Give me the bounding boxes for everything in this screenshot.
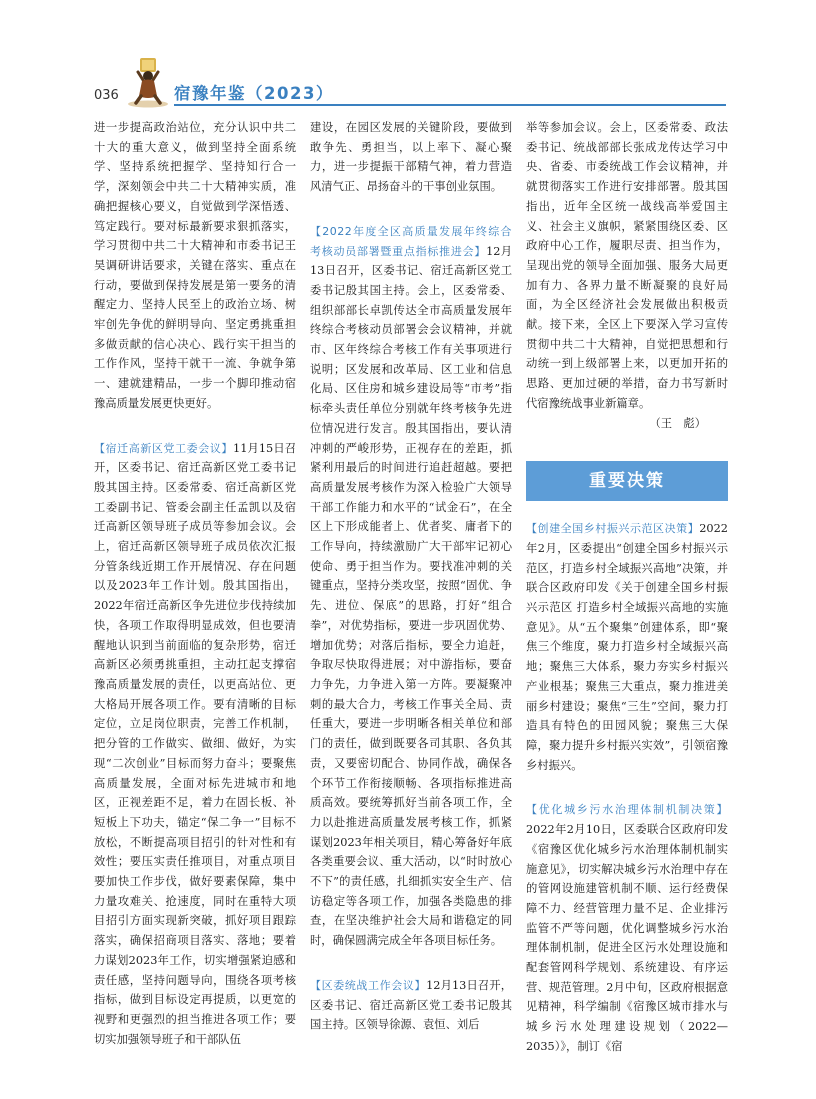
entry-title: 【宿迁高新区党工委会议】 <box>94 441 234 455</box>
entry-body: 2022年2月，区委提出“创建全国乡村振兴示范区，打造乡村全域振兴高地”决策，并联合区政府印发《关于创建全国乡村振兴示范区 打造乡村全域振兴高地的实施意见》。从“五个聚集”创建体系，即“聚焦三个维度，聚力打造乡村全域振兴高地；聚焦三大体系，聚力夯实乡村振兴产业根基；聚焦三大重点，聚力推进美丽乡村建设；聚焦“三生”空间，聚力打造具有特色的田园风貌；聚焦三大保障，聚力提升乡村振兴实效”，引领宿豫乡村振兴。 <box>526 522 728 772</box>
entry-rural-revitalization-decision <box>526 519 728 775</box>
entry-sewage-decision <box>526 800 728 1056</box>
entry-body: 2022年2月10日，区委联合区政府印发《宿豫区优化城乡污水治理体制机制实施意见》，切实解决城乡污水治理中存在的管网设施建管机制不顺、运行经费保障不力、经营管理力量不足、企业排污监管不严等问题，优化调整城乡污水治理体制机制，促进全区污水处理设施和配套管网科学规划、系统建设、有序运营、规范管理。2月中旬，区政府根据意见精神，科学编制《宿豫区城市排水与城乡污水处理建设规划（2022—2035）》，制订《宿 <box>526 823 728 1053</box>
author-credit: （王 彪） <box>649 416 706 430</box>
entry-united-front-meeting <box>310 976 512 1035</box>
column-middle <box>310 118 512 1035</box>
paragraph: 进一步提高政治站位，充分认识中共二十大的重大意义，做到坚持全面系统学、坚持系统把握学、坚持知行合一学，深刻领会中共二十大精神实质，准确把握核心要义，自觉做到学深悟透、笃定践行。要对标最新要求狠抓落实，学习贯彻中共二十大精神和市委书记王昊调研讲话要求，关键在落实、重点在行动，要做到保持发展是第一要务的清醒定力、坚持人民至上的政治立场、树牢创先争优的鲜明导向、坚定勇挑重担多做贡献的信心决心、践行实干担当的工作作风，坚持干就干一流、争就争第一、建就建精品，一步一个脚印推动宿豫高质量发展更快更好。 <box>94 121 296 410</box>
paragraph: 建设，在园区发展的关键阶段，要做到敢争先、勇担当，以上率下、凝心聚力，进一步提振干部精气神，着力营造风清气正、昂扬奋斗的干事创业氛围。 <box>310 121 512 194</box>
entry-assessment-meeting <box>310 222 512 951</box>
entry-title: 【区委统战工作会议】 <box>310 978 427 992</box>
section-heading: 重要决策 <box>526 461 728 501</box>
spacer <box>526 775 728 800</box>
entry-high-tech-zone-meeting <box>94 439 296 1050</box>
column-left <box>94 118 296 1049</box>
entry-title: 【优化城乡污水治理体制机制决策】 <box>526 803 728 817</box>
spacer <box>94 414 296 439</box>
page-header <box>0 0 816 110</box>
paragraph: 举等参加会议。会上，区委常委、政法委书记、统战部部长张成龙传达学习中央、省委、市委统战工作会议精神，并就贯彻落实工作进行安排部署。殷其国指出，近年全区统一战线高举爱国主义、社会主义旗帜，紧紧围绕区委、区政府中心工作，履职尽责、担当作为，呈现出党的领导全面加强、服务大局更加有力、各界力量不断凝聚的良好局面，为全区经济社会发展做出积极贡献。接下来，全区上下要深入学习宣传贯彻中共二十大精神，自觉把思想和行动统一到上级部署上来，以更加开拓的思路、更加过硬的举措，奋力书写新时代宿豫统战事业新篇章。 <box>526 121 728 410</box>
page-number: 036 <box>94 88 119 103</box>
yearbook-figure-logo <box>124 54 172 108</box>
spacer <box>310 951 512 976</box>
spacer <box>310 197 512 222</box>
book-title: 宿豫年鉴（2023） <box>174 84 334 103</box>
entry-body: 12月13日召开，区委书记、宿迁高新区党工委书记殷其国主持。会上，区委常委、组织部部长卓凯传达全市高质量发展年终综合考核动员部署会会议精神，并就市、区年终综合考核工作有关事项进行说明；区发展和改革局、区工业和信息化局、区住房和城乡建设局等“市考”指标牵头责任单位分别就年终考核争先进位情况进行发言。殷其国指出，要认清冲刺的严峻形势，正视存在的差距，抓紧利用最后的时间进行追赶超越。要把高质量发展考核作为深入检验广大领导干部工作能力和水平的“试金石”，在全区上下形成能者上、优者奖、庸者下的工作导向，持续激励广大干部牢记初心使命、勇于担当作为。要找准冲刺的关键重点，坚持分类攻坚，按照“固优、争先、进位、保底”的思路，打好“组合拳”，对优势指标，要进一步巩固优势、增加优势；对落后指标，要全力追赶，争取尽快取得进展；对中游指标，要奋力争先，力争进入第一方阵。要凝聚冲刺的最大合力，考核工作事关全局、责任重大，要进一步明晰各相关单位和部门的责任，做到既要各司其职、各负其责，又要密切配合、协同作战，确保各个环节工作衔接顺畅、各项指标推进高质高效。要统筹抓好当前各项工作，全力以赴推进高质量发展考核工作，抓紧谋划2023年相关项目，精心筹备好年底各类重要会议、重大活动，以“时时放心不下”的责任感，扎细抓实安全生产、信访稳定等各项工作，加强各类隐患的排查，在坚决维护社会大局和谐稳定的同时，确保圆满完成全年各项目标任务。 <box>310 244 513 948</box>
entry-title: 【创建全国乡村振兴示范区决策】 <box>526 522 700 536</box>
column-right <box>526 118 728 1057</box>
entry-body: 11月15日召开，区委书记、宿迁高新区党工委书记殷其国主持。区委常委、宿迁高新区党工委副书记、管委会副主任孟凯以及宿迁高新区领导班子成员等参加会议。会上，宿迁高新区领导班子成员依次汇报分管条线近期工作开展情况、存在问题以及2023年工作计划。殷其国指出，2022年宿迁高新区争先进位步伐持续加快，各项工作取得明显成效，但也要清醒地认识到当前面临的复杂形势，宿迁高新区必须勇挑重担，主动扛起支撑宿豫高质量发展的责任，以更高站位、更大格局开展各项工作。要有清晰的目标定位，立足岗位职责，完善工作机制，把分管的工作做实、做细、做好，为实现“二次创业”目标而努力奋斗；要聚焦高质量发展，全面对标先进城市和地区，正视差距不足，着力在固长板、补短板上下功夫，锚定“保二争一”目标不放松，不断提高项目招引的针对性和有效性；要压实责任推项目，对重点项目要加快工作步伐，做好要素保障，集中力量攻难关、抢速度，同时在重特大项目招引方面实现新突破，抓好项目跟踪落实，确保招商项目落实、落地；要着力谋划2023年工作，切实增强紧迫感和责任感，坚持问题导向，围绕各项考核指标，做到目标设定再提质，以更宽的视野和更强烈的担当推进各项工作；要切实加强领导班子和干部队伍 <box>94 441 296 1046</box>
header-rule <box>174 104 726 106</box>
entry-body: 12月13日召开，区委书记、宿迁高新区党工委书记殷其国主持。区领导徐源、袁恒、刘后 <box>310 978 512 1032</box>
entry-title: 【2022年度全区高质量发展年终综合考核动员部署暨重点指标推进会】 <box>310 224 512 258</box>
